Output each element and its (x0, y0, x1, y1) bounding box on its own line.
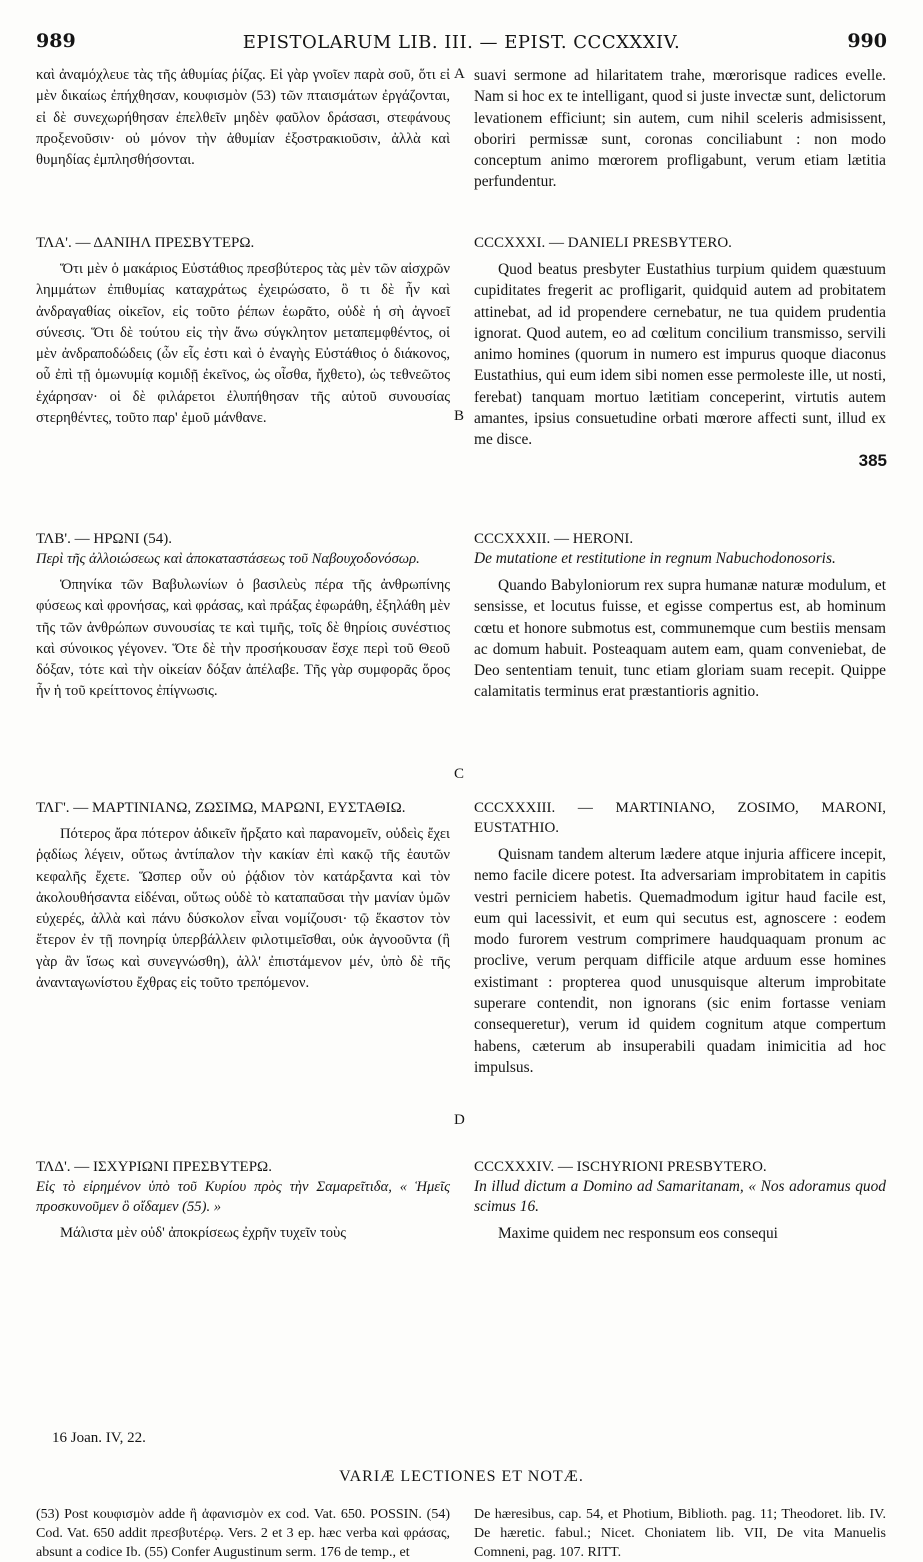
notes-right (474, 1505, 886, 1562)
latin-letter-331-text: Quod beatus presbyter Eustathius turpium quidem quæstuum cupiditates fregerit ac profligarit, quidquid autem ad probitatem attinebat, ad id propendere cernebatur, ne tua quidem prudentia ignorat. Quod autem, eo ad cœlitum concilium transmisso, servili animo homines (quorum in numero est impurus quoque diaconus Eustathius, qui eum idem sibi nomen esse permoleste ille, ut nosti, ferebat) tanquam mortuo lætitiam conceperint, virtutis autem amantes, ipsius consuetudine orbati mœrore affecti sunt, illud ex me disce. (474, 261, 886, 449)
greek-letter-331 (36, 233, 450, 429)
greek-letter-334-text: Μάλιστα μὲν οὐδ' ἀποκρίσεως ἐχρῆν τυχεῖν τοὺς (60, 1225, 347, 1241)
greek-intro-text: καὶ ἀναμόχλευε τὰς τῆς ἀθυμίας ῥίζας. Εἰ γὰρ γνοῖεν παρὰ σοῦ, ὅτι εἰ μὲν δικαίως ἐπήχθησαν, κουφισμὸν (53) τῶν πταισμάτων ἐργάζονται, εἰ δὲ συνεχωρήθησαν ἐπελθεῖν μηδὲν φαῦλον δράσασι, στεφάνους προξενοῦσιν· οὐ μόνον τὴν ἀθυμίαν ἐξοστρακιοῦσιν, ἀλλὰ καὶ θυμηδίας ἐμπλησθήσονται. (36, 67, 450, 169)
latin-letter-334-text: Maxime quidem nec responsum eos consequi (498, 1225, 778, 1242)
running-head (36, 30, 887, 58)
latin-letter-333 (474, 798, 886, 1078)
latin-letter-332-text: Quando Babyloniorum rex supra humanæ naturæ modulum, et sensisse, et locutus fuisse, et egisse compertus est, ab hominum cœtu et honore submotus est, communemque cum bestiis mensam ac domum habuit. Posteaquam autem eam, quam conveniebat, de Deo sententiam tenuit, tunc etiam gloriam suam recepit. Quippe calamitatis terminus erat præstantioris agnitio. (474, 577, 886, 701)
greek-letter-333-text: Πότερος ἄρα πότερον ἀδικεῖν ἤρξατο καὶ παρανομεῖν, οὐδεὶς ἔχει ῥᾳδίως λέγειν, οὕτως ἀντίπαλον τὴν κακίαν ἐπὶ κακῷ τῆς ἑαυτῶν κεφαλῆς ἔχετε. Ὥσπερ οὖν οὐ ῥᾴδιον τὸν κατάρξαντα καὶ τὸν ἀκολουθήσαντα εἰδέναι, οὕτως οὐδὲ τὸ καταπαῦσαι τὴν μανίαν ὑμῶν εὐχερές, ἀλλὰ καὶ πάνυ δύσκολον εἶναι νομίζουσι· τῷ ἕκαστον τὸν ἕτερον ἐν τῇ πονηρίᾳ ὑπερβάλλειν φιλοτιμεῖσθαι, οὐκ ἀγνοοῦντα (ἢ γὰρ ἂν ἴσως καὶ συνεγνώσθη), ἀλλ' ἐπιστάμενον μέν, ὑπὸ δὲ τῆς ἀνανταγωνίστου ἔχθρας εἰς τοῦτο τρεπόμενον. (36, 826, 450, 992)
margin-marker-c: C (454, 766, 465, 782)
latin-letter-333-text: Quisnam tandem alterum lædere atque injuria afficere incepit, nemo facile dicere potest. Ita adversariam improbitatem in capitis vestri perniciem habetis. Quemadmodum igitur haud facile est, eum qui lacessivit, et eum qui secutus est, agnoscere : eodem modo furorem vestrum comprimere haudquaquam pronum ac proclive, verum perquam difficile atque arduum esse homines existimant : propterea quod unusquisque alterum improbitate superare contendit, non ignorans (sic enim fortasse veniam consequeretur), verum id quidem cognitum atque compertum habens, cæterum ab insuperabili quadam inimicitia ad hoc impulsus. (474, 846, 886, 1076)
latin-letter-334-title: CCCXXXIV. — ISCHYRIONI PRESBYTERO. (474, 1159, 767, 1175)
greek-letter-332-subtitle: Περὶ τῆς ἀλλοιώσεως καὶ ἀποκαταστάσεως τοῦ Ναβουχοδονόσωρ. (36, 551, 420, 567)
latin-letter-332-subtitle: De mutatione et restitutione in regnum Nabuchodonosoris. (474, 550, 836, 567)
greek-letter-333 (36, 798, 450, 994)
latin-letter-332 (474, 529, 886, 703)
latin-letter-331 (474, 233, 886, 451)
side-page-number: 385 (858, 451, 887, 470)
greek-letter-332-title: ΤΛΒ'. — ΗΡΩΝΙ (54). (36, 531, 173, 547)
greek-letter-334-title: ΤΛΔ'. — ΙΣΧΥΡΙΩΝΙ ΠΡΕΣΒΥΤΕΡΩ. (36, 1159, 272, 1175)
greek-letter-331-title: ΤΛΑ'. — ΔΑΝΙΗΛ ΠΡΕΣΒΥΤΕΡΩ. (36, 235, 255, 251)
latin-letter-331-title: CCCXXXI. — DANIELI PRESBYTERO. (474, 235, 732, 251)
greek-letter-331-text: Ὅτι μὲν ὁ μακάριος Εὐστάθιος πρεσβύτερος τὰς μὲν τῶν αἰσχρῶν λημμάτων ἐπιθυμίας καταχράτως ἐχειρώσατο, ὃ τι δὲ ἦν καὶ ἀνδραγαθίας οἰκεῖον, εἰς τοῦτο ῥέπων ἑωρᾶτο, οὐδὲ ἡ σὴ ἀγνοεῖ σύνεσις. Ὅτι δὲ τούτου εἰς τὴν ἄνω σύγκλητον μεταπεμφθέντος, οἱ μὲν ἀνδραποδώδεις (ὧν εἷς ἐστι καὶ ὁ ἐναγὴς Εὐστάθιος ὁ διάκονος, οὗ ἐπὶ τῇ ὁμωνυμίᾳ κομιδῇ ἐκεῖνος, ὡς οἶσθα, ἤχθετο), ὡς τεθνεῶτος ἐχάρησαν· οἱ δὲ φιλάρετοι ἐλυπήθησαν τῆς αὐτοῦ συνουσίας στερηθέντες, τοῦτο παρ' ἐμοῦ μάνθανε. (36, 261, 450, 427)
margin-marker-b: B (454, 408, 465, 424)
greek-letter-334-subtitle: Εἰς τὸ εἰρημένον ὑπὸ τοῦ Κυρίου πρὸς τὴν Σαμαρεῖτιδα, « Ἡμεῖς προσκυνοῦμεν ὃ οἴδαμεν (55). » (36, 1179, 450, 1215)
latin-letter-334-subtitle: In illud dictum a Domino ad Samaritanam, « Nos adoramus quod scimus 16. (474, 1178, 886, 1215)
latin-letter-333-title: CCCXXXIII. — MARTINIANO, ZOSIMO, MARONI, EUSTATHIO. (474, 800, 886, 836)
margin-marker-d: D (454, 1112, 465, 1128)
latin-intro-text: suavi sermone ad hilaritatem trahe, mœrorisque radices evelle. Nam si hoc ex te intelligant, quod si juste invectæ sunt, delictorum levationem efficiunt; sin autem, cum nihil sceleris admisissent, oboriri permissæ sunt, coronas conciliabunt : non modo conceptum animo mœrorem profligabunt, verum etiam lætitia perfundentur. (474, 67, 886, 191)
greek-letter-334 (36, 1157, 450, 1244)
footnote: 16 Joan. IV, 22. (52, 1430, 146, 1446)
notes-right-text: De hæresibus, cap. 54, et Photium, Biblioth. pag. 11; Theodoret. lib. IV. De hæretic. fabul.; Nicet. Choniatem lib. VII, De vita Manuelis Comneni, pag. 107. RITT. (474, 1507, 886, 1560)
greek-letter-332-text: Ὁπηνίκα τῶν Βαβυλωνίων ὁ βασιλεὺς πέρα τῆς ἀνθρωπίνης φύσεως καὶ φρονήσας, καὶ φράσας, καὶ πράξας ἐφωράθη, ἐξηλάθη μὲν τῆς τῶν ἀνθρώπων συνουσίας τε καὶ τιμῆς, τοῖς δὲ θηρίοις συνέστιος καὶ σύνοικος γέγονεν. Ὅτε δὲ τὴν προσήκουσαν ἔσχε περὶ τοῦ Θεοῦ δόξαν, τότε καὶ τὴν οἰκείαν δόξαν ἀπέλαβε. Τῆς γὰρ συμφορᾶς ὅρος ἦν ἡ τοῦ κρείττονος ἐπίγνωσις. (36, 577, 450, 700)
left-page-number: 989 (36, 30, 76, 52)
running-title: EPISTOLARUM LIB. III. — EPIST. CCCXXXIV. (242, 32, 681, 53)
notes-left (36, 1505, 450, 1562)
greek-letter-332 (36, 529, 450, 703)
latin-letter-332-title: CCCXXXII. — HERONI. (474, 531, 634, 547)
latin-letter-334 (474, 1157, 886, 1244)
margin-marker-a: A (454, 66, 465, 82)
variae-lectiones-title: VARIÆ LECTIONES ET NOTÆ. (339, 1468, 584, 1485)
greek-letter-333-title: ΤΛΓ'. — ΜΑΡΤΙΝΙΑΝΩ, ΖΩΣΙΜΩ, ΜΑΡΩΝΙ, ΕΥΣΤΑΘΙΩ. (36, 800, 406, 816)
greek-intro (36, 65, 450, 171)
right-page-number: 990 (847, 30, 887, 52)
latin-intro (474, 65, 886, 193)
notes-left-text: (53) Post κουφισμὸν adde ἢ ἀφανισμὸν ex cod. Vat. 650. POSSIN. (54) Cod. Vat. 650 addit πρεσβυτέρῳ. Vers. 2 et 3 ep. hæc verba καὶ φράσας, absunt a codice Ib. (55) Confer Augustinum serm. 176 de temp., et (36, 1507, 450, 1560)
